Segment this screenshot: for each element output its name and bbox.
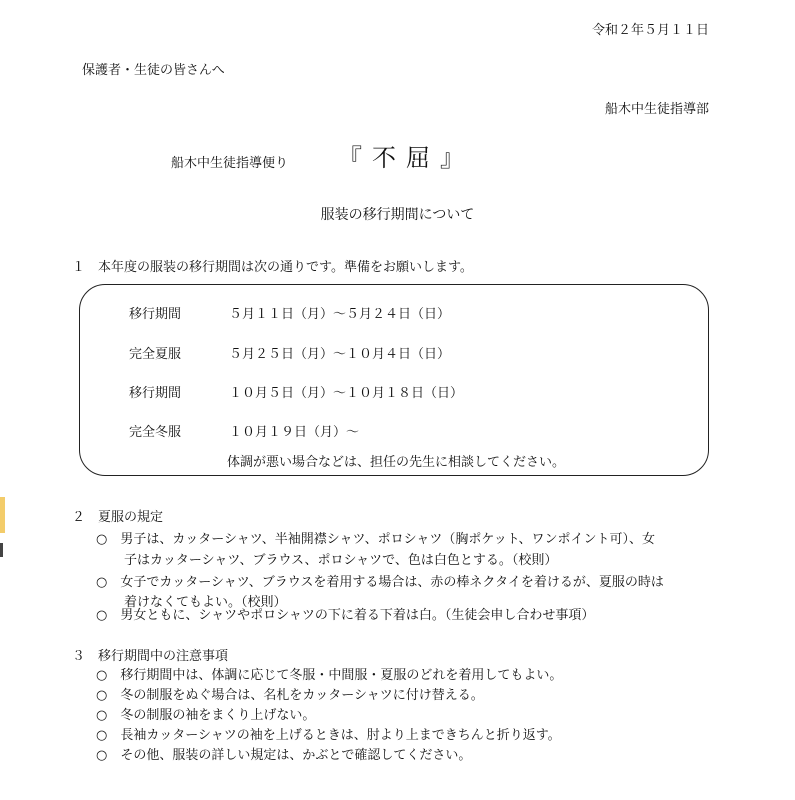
schedule-label: 完全冬服 (129, 425, 182, 440)
schedule-note: 体調が悪い場合などは、担任の先生に相談してください。 (227, 455, 566, 470)
schedule-label: 移行期間 (129, 386, 182, 401)
page-title: 服装の移行期間について (320, 207, 475, 223)
rule-item-line: ○ 男子は、カッターシャツ、半袖開襟シャツ、ポロシャツ（胸ポケット、ワンポイント可）、女 (96, 532, 656, 547)
caution-item: ○ 移行期間中は、体調に応じて冬服・中間服・夏服のどれを着用してもよい。 (96, 668, 563, 683)
margin-edge-mark (0, 543, 3, 557)
newsletter-series: 船木中生徒指導便り (171, 156, 289, 171)
schedule-value: ５月２５日（月）～１０月４日（日） (229, 347, 451, 362)
schedule-label: 完全夏服 (129, 347, 182, 362)
recipient-line: 保護者・生徒の皆さんへ (82, 63, 225, 78)
margin-highlight-mark (0, 497, 5, 533)
caution-item: ○ 冬の制服の袖をまくり上げない。 (96, 708, 316, 723)
rule-item-line: ○ 男女ともに、シャツやポロシャツの下に着る下着は白。（生徒会申し合わせ事項） (96, 608, 595, 623)
rule-item-continuation: 着けなくてもよい。（校則） (124, 595, 287, 610)
sender-line: 船木中生徒指導部 (604, 102, 709, 117)
caution-item: ○ その他、服装の詳しい規定は、かぶとで確認してください。 (96, 748, 472, 763)
section-2-title: 夏服の規定 (98, 510, 164, 525)
rule-item-continuation: 子はカッターシャツ、ブラウス、ポロシャツで、色は白色とする。（校則） (124, 553, 558, 568)
section-1-intro: 本年度の服装の移行期間は次の通りです。準備をお願いします。 (98, 260, 473, 275)
section-3-title: 移行期間中の注意事項 (98, 649, 229, 664)
caution-item: ○ 冬の制服をぬぐ場合は、名札をカッターシャツに付け替える。 (96, 688, 484, 703)
section-2-number: ２ (72, 510, 86, 525)
document-date: 令和２年５月１１日 (591, 23, 709, 38)
caution-item: ○ 長袖カッターシャツの袖を上げるときは、肘より上まできちんと折り返す。 (96, 728, 561, 743)
section-3-number: ３ (72, 649, 86, 664)
section-1-number: １ (72, 260, 86, 275)
newsletter-name: 『不屈』 (338, 144, 474, 172)
schedule-value: １０月１９日（月）～ (229, 425, 360, 440)
schedule-label: 移行期間 (129, 307, 182, 322)
schedule-value: ５月１１日（月）～５月２４日（日） (229, 307, 451, 322)
schedule-value: １０月５日（月）～１０月１８日（日） (229, 386, 464, 401)
rule-item-line: ○ 女子でカッターシャツ、ブラウスを着用する場合は、赤の棒ネクタイを着けるが、夏服の時は (96, 575, 664, 590)
